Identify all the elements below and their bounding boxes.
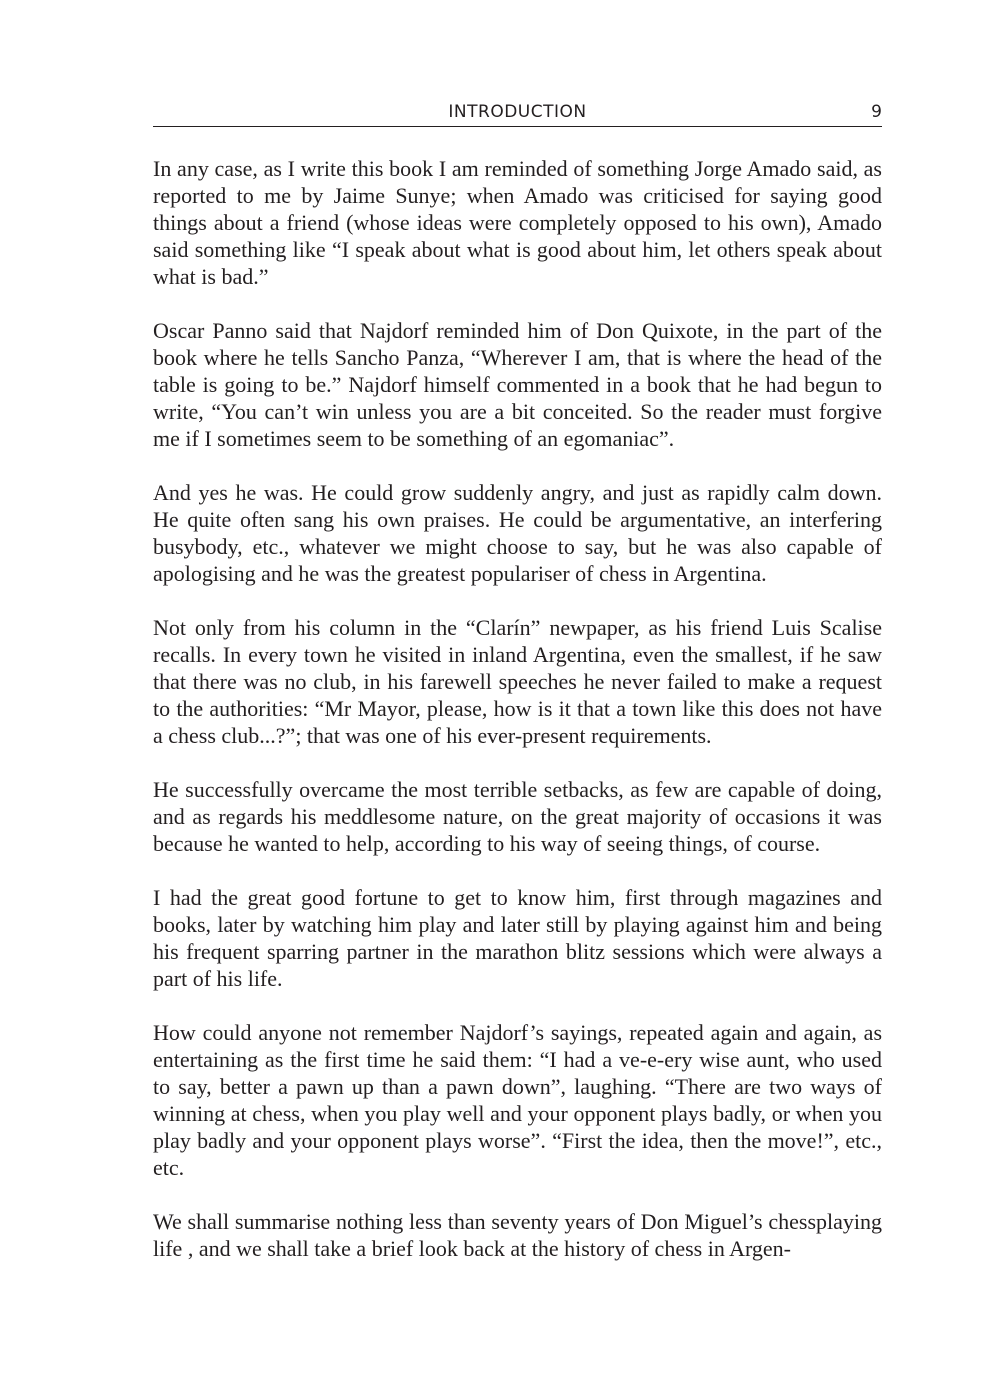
body-text xyxy=(153,155,882,1262)
paragraph-2: Oscar Panno said that Najdorf reminded him of Don Quixote, in the part of the book where he tells Sancho Panza, “Wherever I am, that is where the head of the table is going to be.” Najdorf himself commented in a book that he had begun to write, “You can’t win unless you are a bit conceited. So the reader must forgive me if I sometimes seem to be something of an egomaniac”. xyxy=(153,318,882,451)
paragraph-5: He successfully overcame the most terrible setbacks, as few are capable of doing, and as regards his meddlesome nature, on the great majority of occasions it was because he wanted to help, according to his way of seeing things, of course. xyxy=(153,777,882,856)
paragraph-7: How could anyone not remember Najdorf’s sayings, repeated again and again, as entertaining as the first time he said them: “I had a ve-e-ery wise aunt, who used to say, better a pawn up than a pawn down”, laughing. “There are two ways of winning at chess, when you play well and your opponent plays badly, or when you play badly and your opponent plays worse”. “First the idea, then the move!”, etc., etc. xyxy=(153,1020,882,1180)
paragraph-8: We shall summarise nothing less than seventy years of Don Miguel’s chessplaying life , and we shall take a brief look back at the history of chess in Argen- xyxy=(153,1209,882,1261)
running-header xyxy=(153,100,882,127)
page-number: 9 xyxy=(871,102,882,122)
paragraph-4: Not only from his column in the “Clarín” newpaper, as his friend Luis Scalise recalls. In every town he visited in inland Argentina, even the smallest, if he saw that there was no club, in his farewell speeches he never failed to make a request to the authorities: “Mr Mayor, please, how is it that a town like this does not have a chess club...?”; that was one of his ever-present requirements. xyxy=(153,615,882,748)
paragraph-1: In any case, as I write this book I am reminded of something Jorge Amado said, as reported to me by Jaime Sunye; when Amado was criticised for saying good things about a friend (whose ideas were completely opposed to his own), Amado said something like “I speak about what is good about him, let others speak about what is bad.” xyxy=(153,156,882,289)
chapter-title: INTRODUCTION xyxy=(448,102,587,122)
paragraph-3: And yes he was. He could grow suddenly angry, and just as rapidly calm down. He quite often sang his own praises. He could be argumentative, an interfering busybody, etc., whatever we might choose to say, but he was also capable of apologising and he was the greatest populariser of chess in Argentina. xyxy=(153,480,882,586)
paragraph-6: I had the great good fortune to get to know him, first through magazines and books, later by watching him play and later still by playing against him and being his frequent sparring partner in the marathon blitz sessions which were always a part of his life. xyxy=(153,885,882,991)
